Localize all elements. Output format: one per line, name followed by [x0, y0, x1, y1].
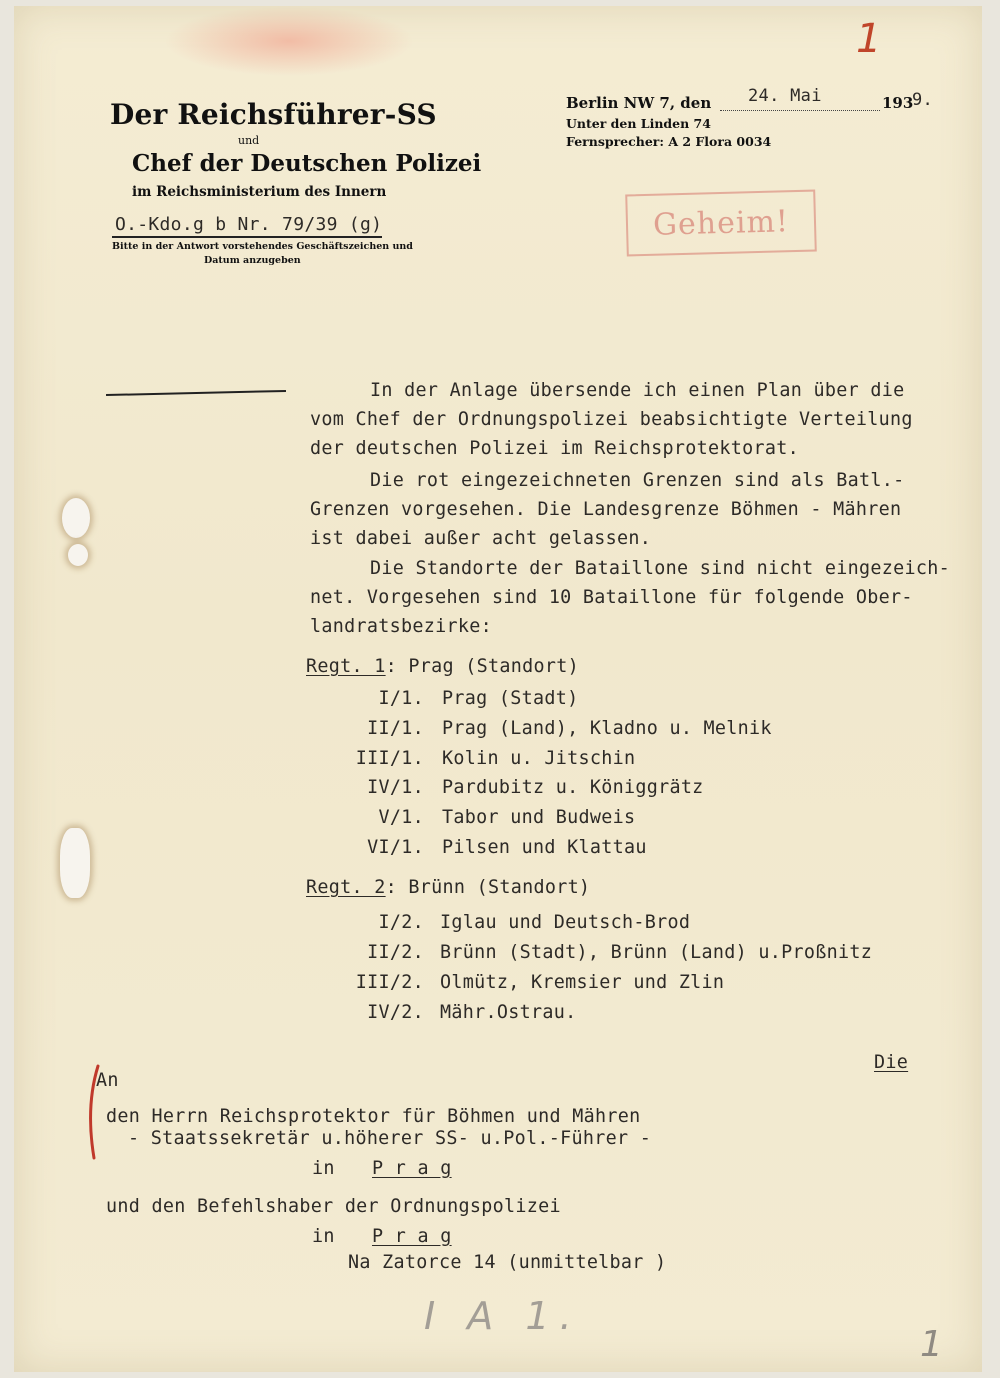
regiment-seat: : Brünn (Standort) [385, 877, 591, 898]
page-number: 1 [856, 16, 882, 62]
battalion-area: Mähr.Ostrau. [440, 1002, 577, 1023]
battalion-area: Prag (Stadt) [442, 688, 579, 709]
office-und: und [238, 134, 260, 147]
battalion-id: III/1. [355, 748, 424, 769]
para1-line1: In der Anlage übersende ich einen Plan über die [370, 380, 905, 401]
recipient-line1: den Herrn Reichsprotektor für Böhmen und Mähren [106, 1106, 641, 1127]
battalion-id: II/2. [367, 942, 424, 963]
para1-line2: vom Chef der Ordnungspolizei beabsichtigte Verteilung [310, 409, 913, 430]
battalion-id: IV/2. [367, 1002, 424, 1023]
battalion-id: IV/1. [367, 777, 424, 798]
recipient-city: P r a g [372, 1158, 452, 1179]
address: Unter den Linden 74 [566, 116, 711, 131]
secret-stamp: Geheim! [625, 190, 817, 257]
para2-line3: ist dabei außer acht gelassen. [310, 528, 652, 549]
battalion-id: II/1. [367, 718, 424, 739]
battalion-area: Brünn (Stadt), Brünn (Land) u.Proßnitz [440, 942, 873, 963]
para3-line3: landratsbezirke: [310, 616, 492, 637]
reference-underline [112, 236, 382, 238]
date-value: 24. Mai [748, 86, 822, 106]
year-digit: 9. [912, 90, 934, 110]
continuation-word: Die [874, 1052, 909, 1073]
date-dotted-line [720, 110, 880, 111]
recipient-line2: - Staatssekretär u.höherer SS- u.Pol.-Führer - [128, 1128, 652, 1149]
recipient-an: An [96, 1070, 119, 1091]
office-subtitle: Chef der Deutschen Polizei [132, 150, 482, 177]
battalion-area: Tabor und Budweis [442, 807, 636, 828]
para3-line2: net. Vorgesehen sind 10 Bataillone für folgende Ober- [310, 587, 913, 608]
battalion-id: I/1. [378, 688, 424, 709]
regiment-label: Regt. 1 [306, 656, 386, 677]
battalion-id: V/1. [378, 807, 424, 828]
regiment-seat: : Prag (Standort) [385, 656, 579, 677]
punch-hole-small [68, 544, 88, 566]
punch-hole-lower [60, 828, 90, 898]
reference-number: O.-Kdo.g b Nr. 79/39 (g) [115, 214, 383, 235]
office-title: Der Reichsführer-SS [110, 98, 437, 131]
para3-line1: Die Standorte der Bataillone sind nicht eingezeich- [370, 558, 950, 579]
battalion-area: Prag (Land), Kladno u. Melnik [442, 718, 772, 739]
recipient-in-2: in [312, 1226, 335, 1247]
place-label: Berlin NW 7, den [566, 94, 712, 112]
recipient-city-2: P r a g [372, 1226, 452, 1247]
para1-line3: der deutschen Polizei im Reichsprotektorat. [310, 438, 799, 459]
separator-line [106, 390, 286, 396]
document-page [14, 6, 982, 1372]
battalion-id: III/2. [355, 972, 424, 993]
battalion-id: VI/1. [367, 837, 424, 858]
battalion-id: I/2. [378, 912, 424, 933]
pencil-corner-number: 1 [920, 1324, 943, 1365]
recipient-address: Na Zatorce 14 (unmittelbar ) [348, 1252, 667, 1273]
reference-note: Bitte in der Antwort vorstehendes Geschäftszeichen und [112, 241, 413, 252]
regiment-1-heading [306, 656, 579, 677]
battalion-area: Kolin u. Jitschin [442, 748, 636, 769]
para2-line1: Die rot eingezeichneten Grenzen sind als Batl.- [370, 470, 905, 491]
battalion-area: Iglau und Deutsch-Brod [440, 912, 691, 933]
red-stain [164, 6, 414, 76]
battalion-area: Pilsen und Klattau [442, 837, 647, 858]
phone: Fernsprecher: A 2 Flora 0034 [566, 134, 772, 149]
regiment-2-heading [306, 877, 590, 898]
office-ministry: im Reichsministerium des Innern [132, 184, 387, 200]
recipient-in: in [312, 1158, 335, 1179]
pencil-note: I A 1. [424, 1294, 582, 1338]
year-prefix: 193 [882, 94, 914, 112]
battalion-area: Olmütz, Kremsier und Zlin [440, 972, 725, 993]
punch-hole-upper [62, 498, 90, 538]
reference-note-2: Datum anzugeben [204, 255, 301, 266]
regiment-label: Regt. 2 [306, 877, 386, 898]
para2-line2: Grenzen vorgesehen. Die Landesgrenze Böhmen - Mähren [310, 499, 902, 520]
recipient-line4: und den Befehlshaber der Ordnungspolizei [106, 1196, 561, 1217]
battalion-area: Pardubitz u. Königgrätz [442, 777, 704, 798]
